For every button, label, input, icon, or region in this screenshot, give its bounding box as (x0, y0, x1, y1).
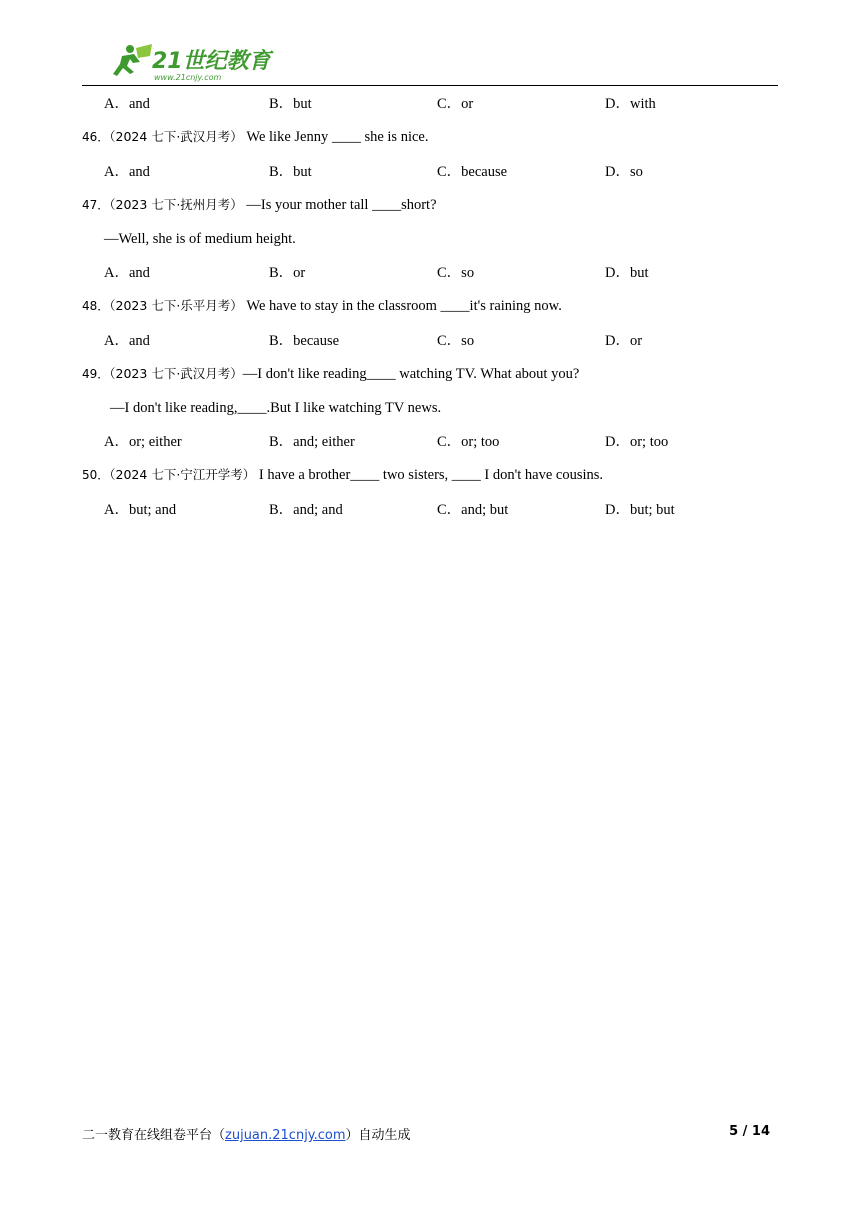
question-47 (82, 195, 437, 215)
page-number: 5 / 14 (729, 1124, 770, 1139)
option-d: D．with (605, 96, 656, 112)
option-c: C．because (437, 164, 508, 180)
option-a: A．but; and (104, 502, 177, 518)
question-stem: —I don't like reading____ watching TV. What about you? (242, 366, 580, 382)
question-number: 47． (82, 198, 110, 212)
option-c: C．or; too (437, 434, 500, 450)
footer-attribution (82, 1124, 411, 1143)
logo-text: 21世纪教育 (152, 49, 271, 74)
option-b: B．but (269, 164, 312, 180)
option-d: D．or; too (605, 434, 669, 450)
question-48 (82, 296, 562, 316)
option-a: A．or; either (104, 434, 182, 450)
question-source: （2023 七下·乐平月考） (109, 298, 243, 313)
option-b: B．and; and (269, 502, 343, 518)
question-number: 50． (82, 468, 110, 482)
option-d: D．so (605, 164, 643, 180)
option-b: B．or (269, 265, 306, 281)
option-b: B．but (269, 96, 312, 112)
footer-prefix: 二一教育在线组卷平台（ (82, 1128, 226, 1143)
question-stem: We have to stay in the classroom ____it's raining now. (242, 298, 562, 314)
footer-suffix: ）自动生成 (345, 1128, 411, 1143)
question-stem: We like Jenny ____ she is nice. (242, 129, 429, 145)
question-source: （2024 七下·宁江开学考） (109, 467, 256, 482)
option-a: A．and (104, 96, 150, 112)
question-47-reply: —Well, she is of medium height. (104, 231, 296, 247)
option-c: C．and; but (437, 502, 509, 518)
option-c: C．so (437, 333, 475, 349)
options-row-49 (104, 432, 784, 452)
question-46 (82, 127, 428, 147)
options-row-48 (104, 331, 784, 351)
options-row-50 (104, 500, 784, 520)
question-number: 46． (82, 130, 110, 144)
logo-url: www.21cnjy.com (154, 73, 222, 82)
question-number: 49． (82, 367, 110, 381)
options-row-45 (104, 94, 784, 114)
option-d: D．but; but (605, 502, 675, 518)
option-a: A．and (104, 265, 150, 281)
question-stem: I have a brother____ two sisters, ____ I don't have cousins. (255, 467, 604, 483)
option-a: A．and (104, 164, 150, 180)
question-49 (82, 364, 579, 384)
option-c: C．or (437, 96, 474, 112)
option-d: D．or (605, 333, 643, 349)
header-divider (82, 85, 778, 86)
question-stem: —Is your mother tall ____short? (242, 197, 437, 213)
question-49-reply: —I don't like reading,____.But I like watching TV news. (110, 400, 442, 416)
options-row-46 (104, 162, 784, 182)
question-source: （2024 七下·武汉月考） (109, 129, 243, 144)
option-c: C．so (437, 265, 475, 281)
options-row-47 (104, 263, 784, 283)
option-b: B．and; either (269, 434, 355, 450)
option-a: A．and (104, 333, 150, 349)
question-source: （2023 七下·武汉月考） (109, 366, 243, 381)
option-b: B．because (269, 333, 340, 349)
runner-icon (113, 44, 152, 76)
footer-link[interactable]: zujuan.21cnjy.com (225, 1128, 346, 1143)
question-source: （2023 七下·抚州月考） (109, 197, 243, 212)
option-d: D．but (605, 265, 649, 281)
question-number: 48． (82, 299, 110, 313)
question-50 (82, 465, 603, 485)
page-header (82, 40, 778, 86)
logo-21cnjy (100, 42, 280, 84)
